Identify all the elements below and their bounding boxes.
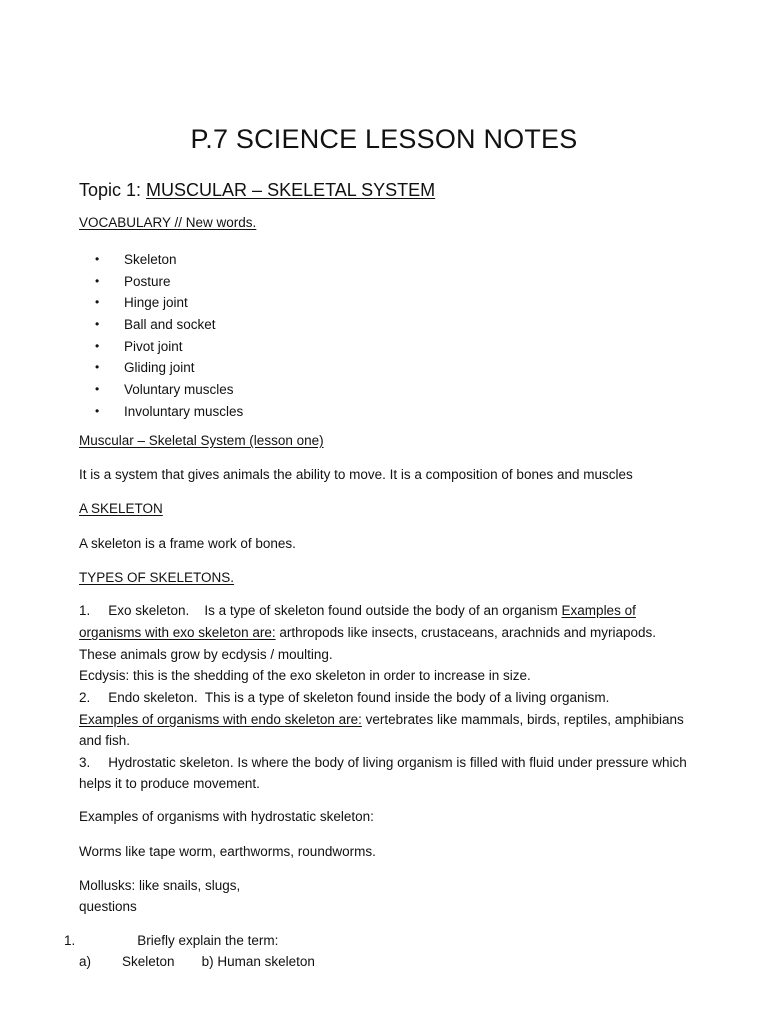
bullet-icon: •	[95, 360, 100, 375]
types-heading: TYPES OF SKELETONS.	[79, 570, 235, 585]
exo-growth: These animals grow by ecdysis / moulting.	[79, 647, 333, 662]
question-number: 1.	[64, 933, 76, 948]
topic-prefix: Topic 1:	[79, 180, 147, 200]
mollusks-examples: Mollusks: like snails, slugs,	[79, 878, 241, 893]
question-1-parts	[79, 954, 315, 969]
endo-examples-tail: and fish.	[79, 733, 131, 748]
lesson-heading: Muscular – Skeletal System (lesson one)	[79, 433, 324, 448]
questions-label: questions	[79, 899, 137, 914]
exo-number: 1.	[79, 603, 91, 618]
hydro-text: Hydrostatic skeleton. Is where the body of living organism is filled with fluid under pressure which	[108, 755, 687, 770]
exo-text: Exo skeleton. Is a type of skeleton found outside the body of an organism	[108, 603, 562, 618]
exo-examples-label-2: organisms with exo skeleton are:	[79, 625, 276, 640]
lesson-intro: It is a system that gives animals the ability to move. It is a composition of bones and muscles	[79, 467, 633, 482]
document-page: P.7 SCIENCE LESSON NOTES Topic 1: MUSCULAR – SKELETAL SYSTEM VOCABULARY // New words. • Skeleton • Posture • Hinge joint • Ball and socket • Pivot joint • Gliding joint • Voluntary muscles • Involuntary muscles Muscular – Skeletal System (lesson one) It is a system that gives animals the ability to move. It is a composition of bones and muscles A SKELETON A skeleton is a frame work of bones. TYPES OF SKELETONS. 1. Exo skeleton. Is a type of skeleton found outside the body of an organism Examples of organisms with exo skeleton are: arthropods like insects, crustaceans, arachnids and myriapods. These animals grow by ecdysis / moulting. Ecdysis: this is the shedding of the exo skeleton in order to increase in size. 2. Endo skeleton. This is a type of skeleton found inside the body of a living organism. Examples of organisms with endo skeleton are: vertebrates like mammals, birds, reptiles, amphibians and fish. 3. Hydrostatic skeleton. Is where the body of living organism is filled with fluid under pressure which helps it to produce movement. Examples of organisms with hydrostatic skeleton: Worms like tape worm, earthworms, roundworms. Mollusks: like snails, slugs, questions 1. Briefly explain the term: a) Skeleton b) Human skeleton	[0, 0, 768, 1024]
hydro-examples-heading: Examples of organisms with hydrostatic skeleton:	[79, 809, 374, 824]
exo-examples-line	[79, 625, 656, 640]
bullet-icon: •	[95, 317, 100, 332]
vocabulary-heading: VOCABULARY // New words.	[79, 215, 257, 230]
endo-skeleton-line	[79, 690, 609, 705]
ecdysis-definition: Ecdysis: this is the shedding of the exo skeleton in order to increase in size.	[79, 668, 531, 683]
exo-examples-label-1: Examples of	[561, 603, 636, 618]
endo-text: Endo skeleton. This is a type of skeleton found inside the body of a living organism.	[108, 690, 610, 705]
part-a-label: a)	[79, 954, 92, 969]
bullet-icon: •	[95, 403, 100, 418]
topic-name: MUSCULAR – SKELETAL SYSTEM	[146, 180, 436, 200]
endo-examples-label: Examples of organisms with endo skeleton are:	[79, 712, 362, 727]
exo-examples-text: arthropods like insects, crustaceans, arachnids and myriapods.	[275, 625, 657, 640]
page-title: P.7 SCIENCE LESSON NOTES	[190, 124, 578, 154]
hydro-tail: helps it to produce movement.	[79, 776, 260, 791]
bullet-icon: •	[95, 338, 100, 353]
part-b-text: b) Human skeleton	[201, 954, 315, 969]
skeleton-heading: A SKELETON	[79, 501, 163, 516]
part-a-text: Skeleton	[122, 954, 175, 969]
question-text: Briefly explain the term:	[137, 933, 279, 948]
hydro-number: 3.	[79, 755, 91, 770]
hydrostatic-skeleton-line	[79, 755, 687, 770]
bullet-icon: •	[95, 382, 100, 397]
endo-examples-line	[79, 712, 684, 727]
worms-examples: Worms like tape worm, earthworms, roundworms.	[79, 844, 376, 859]
endo-number: 2.	[79, 690, 91, 705]
bullet-icon: •	[95, 295, 100, 310]
exo-skeleton-line	[79, 603, 636, 618]
question-1	[64, 933, 278, 948]
bullet-icon: •	[95, 252, 100, 266]
skeleton-definition: A skeleton is a frame work of bones.	[79, 536, 296, 551]
bullet-icon: •	[95, 273, 100, 288]
endo-examples-text: vertebrates like mammals, birds, reptiles, amphibians	[361, 712, 684, 727]
topic-heading	[79, 180, 435, 201]
